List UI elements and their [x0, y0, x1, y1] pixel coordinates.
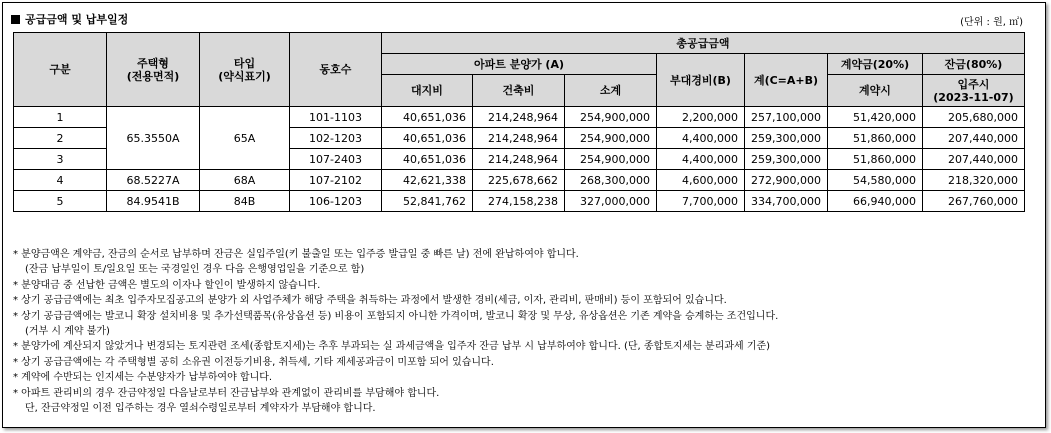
note-item: * 상기 공급금액에는 최초 입주자모집공고의 분양가 외 사업주체가 해당 주택을 취득하는 과정에서 발생한 경비(세금, 이자, 관리비, 판매비) 등이 포함되어 있습니다. [13, 295, 727, 307]
note-item: * 분양가에 계산되지 않았거나 변경되는 토지관련 조세(종합토지세)는 추후 부과되는 실 과세금액을 입주자 잔금 납부 시 납부하여야 합니다. (단, 종합토지세는 분리과세 기준) [13, 341, 771, 353]
cell-gubun: 2 [14, 128, 107, 149]
header-land: 대지비 [382, 75, 473, 107]
cell-total: 259,300,000 [745, 149, 828, 170]
section-title [11, 11, 128, 27]
cell-type: 65A [200, 107, 290, 170]
cell-building: 274,158,238 [473, 191, 565, 212]
cell-type: 84B [200, 191, 290, 212]
cell-extra: 4,600,000 [657, 170, 745, 191]
header-move-in-line2: (2023-11-07) [933, 90, 1014, 104]
table-row [14, 170, 1025, 191]
square-bullet-icon [11, 15, 20, 24]
header-housing-type [107, 33, 200, 107]
header-gubun: 구분 [14, 33, 107, 107]
note-item: (거부 시 계약 불가) [25, 326, 110, 338]
header-extra-costs: 부대경비(B) [657, 54, 745, 107]
cell-building: 214,248,964 [473, 107, 565, 128]
note-item: * 분양대금 중 선납한 금액은 별도의 이자나 할인이 발생하지 않습니다. [13, 279, 321, 291]
note-item: * 분양금액은 계약금, 잔금의 순서로 납부하며 잔금은 실입주일(키 불출일 또는 입주증 발급일 중 빠른 날) 전에 완납하여야 합니다. [13, 249, 579, 260]
cell-gubun: 5 [14, 191, 107, 212]
cell-subtotal: 254,900,000 [565, 128, 657, 149]
cell-total: 259,300,000 [745, 128, 828, 149]
note-item: * 아파트 관리비의 경우 잔금약정일 다음날로부터 잔금납부와 관계없이 관리비를 부담해야 합니다. [13, 387, 440, 399]
cell-subtotal: 254,900,000 [565, 149, 657, 170]
document-frame [2, 2, 1046, 428]
header-subtotal: 소계 [565, 75, 657, 107]
section-title-text: 공급금액 및 납부일정 [25, 13, 129, 26]
cell-housing: 65.3550A [107, 107, 200, 170]
header-units: 동호수 [290, 33, 382, 107]
supply-price-table [13, 32, 1025, 212]
cell-deposit: 66,940,000 [828, 191, 923, 212]
header-contract-time: 계약시 [828, 75, 923, 107]
cell-subtotal: 327,000,000 [565, 191, 657, 212]
cell-housing: 84.9541B [107, 191, 200, 212]
header-balance: 잔금(80%) [923, 54, 1025, 75]
cell-unit: 107-2102 [290, 170, 382, 191]
header-move-in-line1: 입주시 [957, 77, 990, 91]
header-type-line1: 타입 [233, 56, 256, 70]
cell-land: 42,621,338 [382, 170, 473, 191]
cell-extra: 4,400,000 [657, 128, 745, 149]
cell-land: 40,651,036 [382, 107, 473, 128]
table-row [14, 107, 1025, 128]
cell-balance: 205,680,000 [923, 107, 1025, 128]
cell-extra: 7,700,000 [657, 191, 745, 212]
cell-land: 40,651,036 [382, 149, 473, 170]
header-total-supply: 총공급금액 [382, 33, 1025, 54]
cell-total: 257,100,000 [745, 107, 828, 128]
header-type-line2: (약식표기) [218, 69, 271, 83]
cell-total: 334,700,000 [745, 191, 828, 212]
cell-extra: 2,200,000 [657, 107, 745, 128]
cell-balance: 207,440,000 [923, 128, 1025, 149]
cell-type: 68A [200, 170, 290, 191]
cell-extra: 4,400,000 [657, 149, 745, 170]
table-row [14, 191, 1025, 212]
cell-unit: 107-2403 [290, 149, 382, 170]
cell-gubun: 4 [14, 170, 107, 191]
cell-unit: 102-1203 [290, 128, 382, 149]
cell-balance: 267,760,000 [923, 191, 1025, 212]
cell-balance: 218,320,000 [923, 170, 1025, 191]
cell-total: 272,900,000 [745, 170, 828, 191]
cell-subtotal: 268,300,000 [565, 170, 657, 191]
cell-land: 40,651,036 [382, 128, 473, 149]
note-item: 단, 잔금약정일 이전 입주하는 경우 열쇠수령일로부터 계약자가 부담해야 합니다. [25, 403, 376, 415]
cell-unit: 101-1103 [290, 107, 382, 128]
header-housing-type-line1: 주택형 [137, 56, 169, 70]
header-contract-deposit: 계약금(20%) [828, 54, 923, 75]
cell-unit: 106-1203 [290, 191, 382, 212]
cell-housing: 68.5227A [107, 170, 200, 191]
cell-subtotal: 254,900,000 [565, 107, 657, 128]
header-building: 건축비 [473, 75, 565, 107]
header-sum: 계(C=A+B) [745, 54, 828, 107]
cell-deposit: 51,860,000 [828, 149, 923, 170]
unit-label: (단위 : 원, ㎡) [960, 17, 1023, 28]
header-type [200, 33, 290, 107]
header-housing-type-line2: (전용면적) [126, 69, 180, 83]
cell-building: 214,248,964 [473, 149, 565, 170]
cell-balance: 207,440,000 [923, 149, 1025, 170]
header-move-in [923, 75, 1025, 107]
cell-deposit: 51,420,000 [828, 107, 923, 128]
notes-list [13, 247, 778, 416]
cell-deposit: 54,580,000 [828, 170, 923, 191]
cell-deposit: 51,860,000 [828, 128, 923, 149]
cell-building: 225,678,662 [473, 170, 565, 191]
cell-gubun: 3 [14, 149, 107, 170]
note-item: * 상기 공급금액에는 발코니 확장 설치비용 및 추가선택품목(유상옵션 등) 비용이 포함되지 아니한 가격이며, 발코니 확장 및 무상, 유상옵션은 기존 계약을 승계하는 조건입니다. [13, 310, 779, 322]
note-item: * 계약에 수반되는 인지세는 수분양자가 납부하여야 합니다. [13, 372, 273, 384]
header-apt-price: 아파트 분양가 (A) [382, 54, 657, 75]
note-item: (잔금 납부일이 토/일요일 또는 국경일인 경우 다음 은행영업일을 기준으로 함) [25, 264, 365, 276]
cell-gubun: 1 [14, 107, 107, 128]
cell-land: 52,841,762 [382, 191, 473, 212]
note-item: * 상기 공급금액에는 각 주택형별 공히 소유권 이전등기비용, 취득세, 기타 제세공과금이 미포함 되어 있습니다. [13, 356, 494, 368]
cell-building: 214,248,964 [473, 128, 565, 149]
